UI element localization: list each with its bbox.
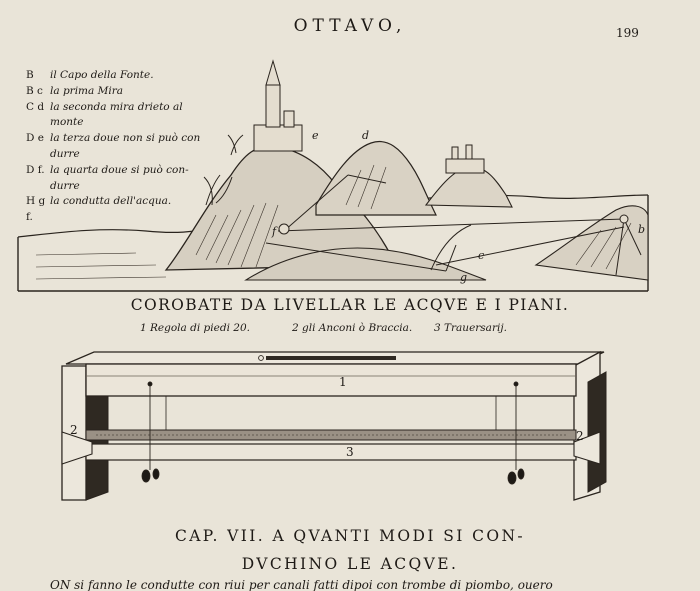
legend-key: B xyxy=(26,69,34,81)
level-instrument xyxy=(279,224,289,234)
channel-end xyxy=(259,356,264,361)
label-d: d xyxy=(362,129,370,142)
middle-hill xyxy=(316,142,436,215)
label-c: c xyxy=(478,249,485,262)
legend-key: C d xyxy=(26,100,45,113)
corobate-illustration xyxy=(56,342,616,504)
label-regola-number: 1 xyxy=(339,375,347,389)
bottom-beam xyxy=(86,444,576,460)
legend-continuation: monte xyxy=(50,116,84,129)
label-e: e xyxy=(312,129,319,142)
body-text-line: ON si fanno le condutte con riui per canali fatti dipoi con trombe di piombo, ouero xyxy=(50,578,553,591)
legend-text: la prima Mira xyxy=(50,84,123,97)
legend-text: la quarta doue si può con- xyxy=(50,163,189,176)
label-b: b xyxy=(638,223,646,236)
running-head: OTTAVO, xyxy=(293,16,407,36)
lower-rail xyxy=(86,430,576,440)
label-ancone-right: 2 xyxy=(576,429,584,443)
chapter-heading-line-2: DVCHINO LE ACQVE. xyxy=(241,555,459,573)
label-g: g xyxy=(460,271,468,284)
legend-continuation: durre xyxy=(50,179,80,192)
legend-text: la seconda mira drieto al xyxy=(50,100,183,113)
legend-continuation: durre xyxy=(50,147,80,160)
legend-text: il Capo della Fonte. xyxy=(50,69,154,81)
legend-key: D e xyxy=(26,132,44,145)
legend-key: H g f. xyxy=(26,195,46,224)
water-channel xyxy=(266,356,396,360)
castle-left xyxy=(254,61,302,151)
castle-right xyxy=(446,145,484,173)
legend-key: B c xyxy=(26,84,43,97)
figure-caption: COROBATE DA LIVELLAR LE ACQVE E I PIANI. xyxy=(130,296,570,314)
label-f: f xyxy=(272,225,277,238)
legend-text: la condutta dell'acqua. xyxy=(50,195,172,208)
right-leg-shade xyxy=(588,372,606,492)
landscape-woodcut xyxy=(16,55,652,295)
label-trauersario-number: 3 xyxy=(346,445,354,459)
part-trauersarij: 3 Trauersarij. xyxy=(434,322,507,334)
sighting-instrument xyxy=(620,215,628,223)
part-anconi: 2 gli Anconi ò Braccia. xyxy=(292,322,413,334)
label-ancone-left: 2 xyxy=(70,423,78,437)
legend-key: D f. xyxy=(26,163,45,176)
page-number: 199 xyxy=(616,26,639,40)
legend-text: la terza doue non si può con xyxy=(50,132,201,145)
top-beam-front xyxy=(86,364,576,396)
chapter-heading-line-1: CAP. VII. A QVANTI MODI SI CON- xyxy=(174,527,526,545)
part-regola: 1 Regola di piedi 20. xyxy=(140,322,250,334)
